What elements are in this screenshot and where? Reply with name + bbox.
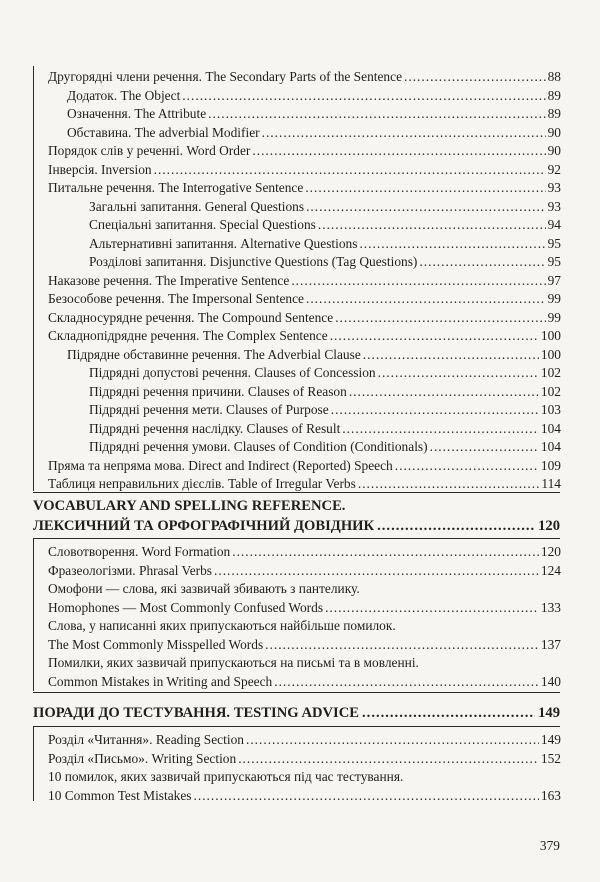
leader-dots (419, 253, 545, 271)
toc-entry-page: 93 (547, 180, 561, 195)
leader-dots (377, 516, 535, 536)
toc-entry-title: Другорядні члени речення. The Secondary Parts of the Sentence (48, 69, 403, 84)
toc-entry-page: 149 (540, 732, 561, 747)
toc-block-testing (33, 727, 561, 801)
toc-entry-page: 93 (547, 198, 561, 214)
leader-dots (182, 87, 545, 105)
toc-entry-page: 90 (547, 124, 561, 140)
toc-entry-title: Розділ «Письмо». Writing Section (48, 750, 237, 766)
toc-entry-title: Розділові запитання. Disjunctive Questions (Tag Questions) (89, 254, 418, 269)
leader-dots (318, 216, 546, 234)
toc-entry[interactable] (34, 327, 561, 345)
toc-entry[interactable] (34, 457, 561, 475)
toc-entry[interactable] (34, 161, 561, 179)
section-heading-line1: VOCABULARY AND SPELLING REFERENCE. (33, 498, 346, 514)
toc-entry[interactable] (34, 731, 561, 749)
toc-entry[interactable] (34, 475, 561, 493)
toc-entry-title: Підрядні речення умови. Clauses of Condition (Conditionals) (89, 439, 428, 454)
leader-dots (363, 346, 539, 364)
toc-entry-title: Словотворення. Word Formation (48, 544, 231, 559)
toc-block-vocabulary (33, 539, 561, 691)
toc-entry[interactable] (34, 617, 561, 635)
leader-dots (194, 787, 539, 805)
leader-dots (306, 290, 546, 308)
toc-entry[interactable] (34, 636, 561, 654)
toc-entry-title: Підрядні речення причини. Clauses of Reason (89, 383, 347, 399)
toc-entry-page: 120 (540, 544, 561, 559)
leader-dots (214, 562, 539, 580)
toc-entry-page: 100 (540, 346, 561, 362)
leader-dots (305, 179, 545, 197)
leader-dots (265, 636, 539, 654)
toc-entry-title: Означення. The Attribute (67, 106, 207, 121)
toc-entry-title: Слова, у написанні яких припускаються найбільше помилок. (48, 618, 396, 633)
leader-dots (330, 327, 539, 345)
toc-entry-page: 133 (540, 599, 561, 615)
toc-entry-title: The Most Commonly Misspelled Words (48, 636, 264, 652)
toc-entry-title: Інверсія. Inversion (48, 161, 152, 177)
toc-entry-page: 152 (540, 750, 561, 766)
toc-entry-title: Омофони — слова, які зазвичай збивають з пантелику. (48, 581, 360, 596)
leader-dots (238, 750, 539, 768)
toc-entry-page: 104 (540, 439, 561, 454)
toc-entry[interactable] (34, 272, 561, 290)
toc-entry-title: Помилки, яких зазвичай припускаються на письмі та в мовленні. (48, 655, 419, 670)
toc-entry[interactable] (34, 216, 561, 234)
toc-entry-page: 124 (540, 562, 561, 578)
toc-entry-page: 114 (541, 476, 561, 491)
toc-entry-page: 92 (547, 161, 561, 177)
toc-entry[interactable] (34, 599, 561, 617)
leader-dots (154, 161, 546, 179)
toc-entry-title: Розділ «Читання». Reading Section (48, 732, 244, 747)
toc-entry-title: Фразеологізми. Phrasal Verbs (48, 562, 213, 578)
toc-entry[interactable] (34, 750, 561, 768)
toc-entry-title: Безособове речення. The Impersonal Sentence (48, 291, 304, 306)
section-heading-vocabulary-line2[interactable] (33, 516, 560, 536)
section-heading-page: 149 (538, 705, 560, 721)
toc-entry[interactable] (34, 142, 561, 160)
toc-entry-title: Common Mistakes in Writing and Speech (48, 673, 273, 689)
leader-dots (349, 383, 539, 401)
toc-entry-title: Обставина. The adverbial Modifier (67, 124, 260, 140)
toc-entry[interactable] (34, 401, 561, 419)
toc-entry-page: 104 (540, 420, 561, 436)
toc-entry-title: Складнопідрядне речення. The Complex Sentence (48, 328, 328, 343)
toc-entry[interactable] (34, 562, 561, 580)
toc-entry[interactable] (34, 87, 561, 105)
toc-entry-title: Складносурядне речення. The Compound Sentence (48, 309, 334, 325)
toc-entry-page: 99 (547, 309, 561, 325)
toc-entry-title: Підрядні речення мети. Clauses of Purpose (89, 402, 329, 417)
toc-entry-page: 137 (540, 636, 561, 652)
toc-entry-title: Додаток. The Object (67, 87, 181, 103)
toc-entry-page: 109 (540, 457, 561, 473)
leader-dots (291, 272, 545, 290)
toc-entry-title: Спеціальні запитання. Special Questions (89, 217, 316, 232)
toc-entry[interactable] (34, 438, 561, 456)
toc-entry-title: Підрядні допустові речення. Clauses of Concession (89, 365, 376, 380)
section-heading-vocabulary[interactable] (33, 496, 560, 516)
leader-dots (306, 198, 546, 216)
toc-entry[interactable] (34, 580, 561, 598)
toc-entry-page: 100 (540, 328, 561, 343)
toc-entry[interactable] (34, 346, 561, 364)
toc-entry-page: 103 (540, 402, 561, 417)
toc-entry[interactable] (34, 179, 561, 197)
toc-entry[interactable] (34, 420, 561, 438)
toc-entry-page: 99 (547, 291, 561, 306)
leader-dots (208, 105, 545, 123)
toc-entry-title: Загальні запитання. General Questions (89, 198, 305, 214)
toc-entry-title: Таблиця неправильних дієслів. Table of Irregular Verbs (48, 476, 356, 491)
section-heading-title: ПОРАДИ ДО ТЕСТУВАННЯ. TESTING ADVICE (33, 705, 360, 721)
page-number: 379 (539, 838, 560, 853)
leader-dots (358, 475, 540, 493)
toc-entry-title: Підрядні речення наслідку. Clauses of Result (89, 420, 341, 436)
toc-entry[interactable] (34, 198, 561, 216)
toc-entry[interactable] (34, 383, 561, 401)
leader-dots (395, 457, 539, 475)
toc-entry[interactable] (34, 768, 561, 786)
toc-entry-title: 10 Common Test Mistakes (48, 787, 192, 803)
leader-dots (335, 309, 545, 327)
toc-entry-title: 10 помилок, яких зазвичай припускаються під час тестування. (48, 769, 404, 784)
toc-entry[interactable] (34, 654, 561, 672)
leader-dots (331, 401, 539, 419)
toc-entry[interactable] (34, 253, 561, 271)
toc-entry-page: 89 (547, 87, 561, 103)
leader-dots (252, 142, 545, 160)
leader-dots (246, 731, 539, 749)
toc-entry-title: Альтернативні запитання. Alternative Questions (89, 235, 358, 251)
leader-dots (325, 599, 539, 617)
toc-entry-page: 95 (547, 235, 561, 251)
toc-block-syntax (33, 66, 561, 491)
leader-dots (274, 673, 539, 691)
toc-entry-title: Наказове речення. The Imperative Sentence (48, 272, 290, 288)
toc-entry[interactable] (34, 309, 561, 327)
toc-entry-title: Homophones — Most Commonly Confused Words (48, 599, 324, 615)
toc-entry-title: Підрядне обставинне речення. The Adverbial Clause (67, 346, 361, 362)
toc-entry-title: Пряма та непряма мова. Direct and Indirect (Reported) Speech (48, 457, 393, 473)
section-heading-line2: ЛЕКСИЧНИЙ ТА ОРФОГРАФІЧНИЙ ДОВІДНИК (33, 518, 375, 534)
toc-entry-page: 102 (540, 383, 561, 399)
toc-entry-page: 95 (547, 254, 561, 269)
section-divider (33, 492, 560, 493)
toc-entry[interactable] (34, 68, 561, 86)
toc-entry-page: 94 (547, 217, 561, 232)
toc-entry-page: 97 (547, 272, 561, 288)
toc-entry-page: 163 (540, 787, 561, 803)
toc-entry[interactable] (34, 543, 561, 561)
toc-entry-title: Питальне речення. The Interrogative Sentence (48, 180, 304, 195)
toc-entry-page: 88 (547, 69, 561, 84)
toc-entry[interactable] (34, 787, 561, 805)
toc-entry[interactable] (34, 124, 561, 142)
section-divider (33, 692, 560, 693)
section-heading-page: 120 (538, 518, 560, 534)
toc-entry[interactable] (34, 105, 561, 123)
leader-dots (362, 703, 535, 723)
leader-dots (378, 364, 539, 382)
toc-entry[interactable] (34, 364, 561, 382)
leader-dots (359, 235, 545, 253)
toc-entry[interactable] (34, 235, 561, 253)
toc-entry[interactable] (34, 673, 561, 691)
section-heading-testing[interactable] (33, 703, 560, 723)
toc-entry-page: 102 (540, 365, 561, 380)
toc-entry-page: 90 (547, 143, 561, 158)
toc-entry-page: 89 (547, 106, 561, 121)
toc-entry-title: Порядок слів у реченні. Word Order (48, 143, 251, 158)
toc-entry-page: 140 (540, 673, 561, 689)
leader-dots (262, 124, 546, 142)
leader-dots (430, 438, 539, 456)
leader-dots (404, 68, 546, 86)
leader-dots (232, 543, 539, 561)
toc-entry[interactable] (34, 290, 561, 308)
leader-dots (342, 420, 539, 438)
